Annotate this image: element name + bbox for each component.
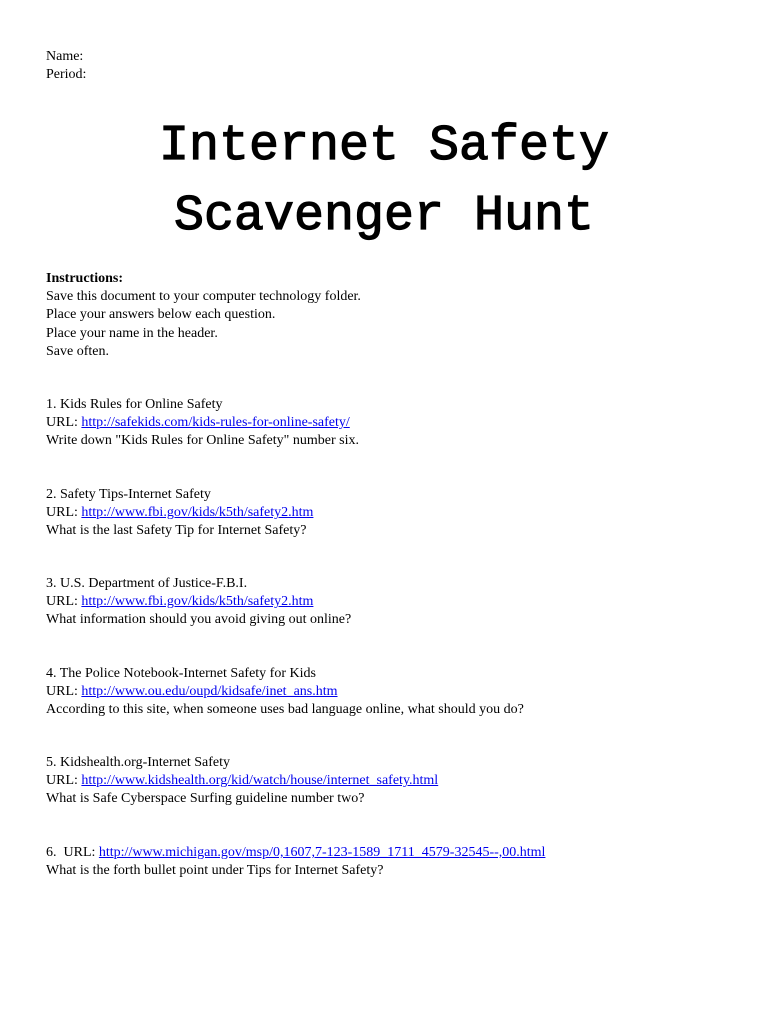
title-line-2: Scavenger Hunt <box>173 188 595 245</box>
url-label: URL: <box>46 415 82 431</box>
question-title: 3. U.S. Department of Justice-F.B.I. <box>46 576 248 591</box>
url-link[interactable]: http://www.ou.edu/oupd/kidsafe/inet_ans.htm <box>81 684 338 700</box>
instructions-heading: Instructions: <box>46 271 124 286</box>
question-prompt: Write down "Kids Rules for Online Safety" number six. <box>46 433 359 449</box>
question-title: 2. Safety Tips-Internet Safety <box>46 487 211 502</box>
page-title <box>0 112 768 252</box>
question-url-line <box>46 683 524 701</box>
instruction-line: Place your answers below each question. <box>46 307 276 323</box>
question-3 <box>46 575 351 630</box>
question-title: 4. The Police Notebook-Internet Safety for Kids <box>46 666 316 681</box>
question-4 <box>46 665 524 720</box>
question-url-line <box>46 772 438 790</box>
question-prompt: According to this site, when someone uses bad language online, what should you do? <box>46 702 524 718</box>
question-prompt: What is Safe Cyberspace Surfing guideline number two? <box>46 791 365 807</box>
question-url-line <box>46 593 351 611</box>
url-link[interactable]: http://safekids.com/kids-rules-for-online-safety/ <box>81 415 350 431</box>
instruction-line: Save this document to your computer technology folder. <box>46 289 361 305</box>
instruction-line: Save often. <box>46 343 109 359</box>
url-label: URL: <box>46 684 82 700</box>
question-url-line <box>46 844 545 862</box>
url-link[interactable]: http://www.fbi.gov/kids/k5th/safety2.htm <box>81 594 314 610</box>
name-label: Name: <box>46 49 84 64</box>
url-link[interactable]: http://www.michigan.gov/msp/0,1607,7-123-1589_1711_4579-32545--,00.html <box>98 845 546 860</box>
header-fields <box>46 48 86 83</box>
period-label: Period: <box>46 66 87 82</box>
question-5 <box>46 754 438 809</box>
url-link[interactable]: http://www.fbi.gov/kids/k5th/safety2.htm <box>81 505 314 521</box>
url-link[interactable]: http://www.kidshealth.org/kid/watch/house/internet_safety.html <box>81 773 439 789</box>
url-label: URL: <box>46 773 82 789</box>
question-title: 1. Kids Rules for Online Safety <box>46 397 223 412</box>
url-label: URL: <box>46 505 82 521</box>
question-prompt: What is the forth bullet point under Tips for Internet Safety? <box>46 863 384 879</box>
question-2 <box>46 486 313 541</box>
question-url-line <box>46 414 359 432</box>
question-prompt: What is the last Safety Tip for Internet Safety? <box>46 523 307 539</box>
instructions-section <box>46 270 361 361</box>
url-label: URL: <box>46 594 82 610</box>
url-label: 6. URL: <box>46 845 99 860</box>
title-line-1: Internet Safety <box>158 118 610 175</box>
question-6 <box>46 844 545 880</box>
question-prompt: What information should you avoid giving out online? <box>46 612 352 628</box>
question-url-line <box>46 504 313 522</box>
instruction-line: Place your name in the header. <box>46 325 218 341</box>
question-title: 5. Kidshealth.org-Internet Safety <box>46 755 231 770</box>
question-1 <box>46 396 359 451</box>
